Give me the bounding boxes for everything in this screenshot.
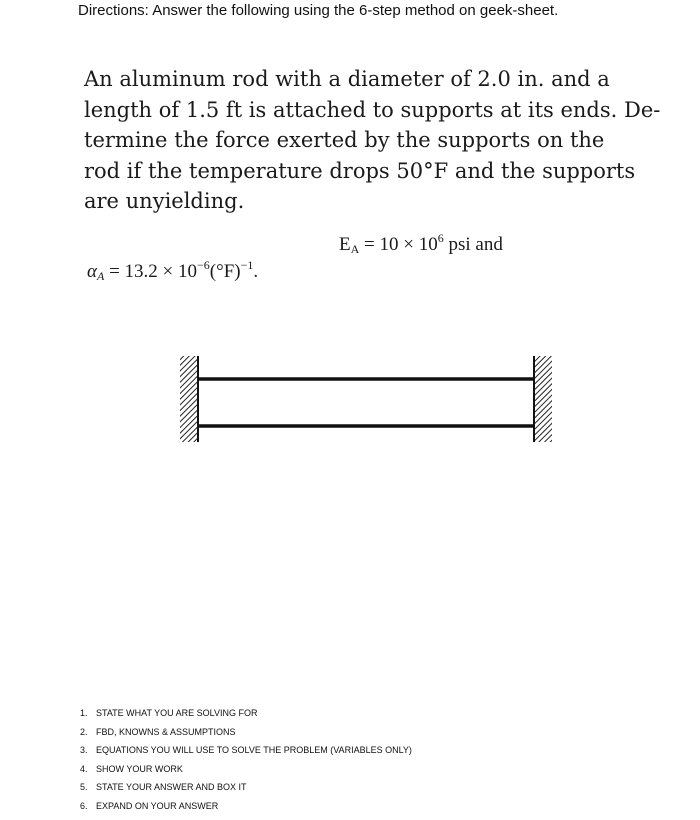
alpha-symbol: α	[87, 261, 97, 282]
step-text: STATE WHAT YOU ARE SOLVING FOR	[96, 708, 258, 718]
problem-line	[84, 125, 624, 156]
step-text: STATE YOUR ANSWER AND BOX IT	[96, 782, 247, 793]
right-support	[534, 356, 552, 442]
modulus-value: = 10 × 10	[359, 234, 438, 255]
step-text: FBD, KNOWNS & ASSUMPTIONS	[96, 726, 236, 737]
step-item	[80, 782, 412, 801]
step-text: EXPAND ON YOUR ANSWER	[96, 800, 219, 811]
aluminum-rod	[198, 379, 534, 426]
modulus-exponent: 6	[437, 231, 444, 245]
problem-line: are unyielding.	[84, 189, 245, 213]
step-item	[80, 764, 412, 783]
six-step-list	[80, 708, 412, 820]
problem-line: An aluminum rod with a diameter of 2.0 in. and a	[84, 67, 610, 91]
alpha-end: .	[253, 261, 259, 282]
step-item	[80, 745, 412, 764]
problem-line-end: the force exerted by the supports on the	[174, 128, 605, 152]
alpha-value: = 13.2 × 10	[104, 261, 198, 282]
step-number: 6.	[80, 800, 88, 811]
step-number: 2.	[80, 726, 88, 737]
alpha-unit-exponent: −1	[240, 258, 254, 272]
step-number: 3.	[80, 745, 88, 756]
modulus-unit: psi and	[443, 234, 503, 255]
step-text: EQUATIONS YOU WILL USE TO SOLVE THE PROBLEM (VARIABLES ONLY)	[96, 745, 412, 756]
problem-line: length of 1.5 ft is attached to supports at its ends. De-	[84, 97, 661, 122]
alpha-equation	[87, 258, 258, 284]
modulus-equation	[339, 231, 503, 257]
modulus-symbol: E	[339, 234, 351, 255]
left-support	[180, 356, 198, 442]
step-item	[80, 708, 412, 727]
step-text: SHOW YOUR WORK	[96, 763, 183, 774]
step-item	[80, 727, 412, 746]
problem-line: rod if the temperature drops 50°F and the supports	[84, 158, 636, 183]
step-item	[80, 801, 412, 820]
rod-diagram	[170, 352, 560, 456]
step-number: 5.	[80, 782, 88, 793]
problem-line-start: termine	[84, 128, 168, 152]
step-number: 4.	[80, 763, 88, 774]
problem-statement	[84, 64, 661, 217]
alpha-unit: (°F)	[209, 261, 241, 282]
modulus-subscript: A	[350, 242, 360, 256]
alpha-exponent: −6	[197, 258, 210, 272]
step-number: 1.	[80, 708, 88, 718]
directions-text: Directions: Answer the following using the 6-step method on geek-sheet.	[78, 2, 559, 19]
alpha-subscript: A	[96, 269, 105, 283]
